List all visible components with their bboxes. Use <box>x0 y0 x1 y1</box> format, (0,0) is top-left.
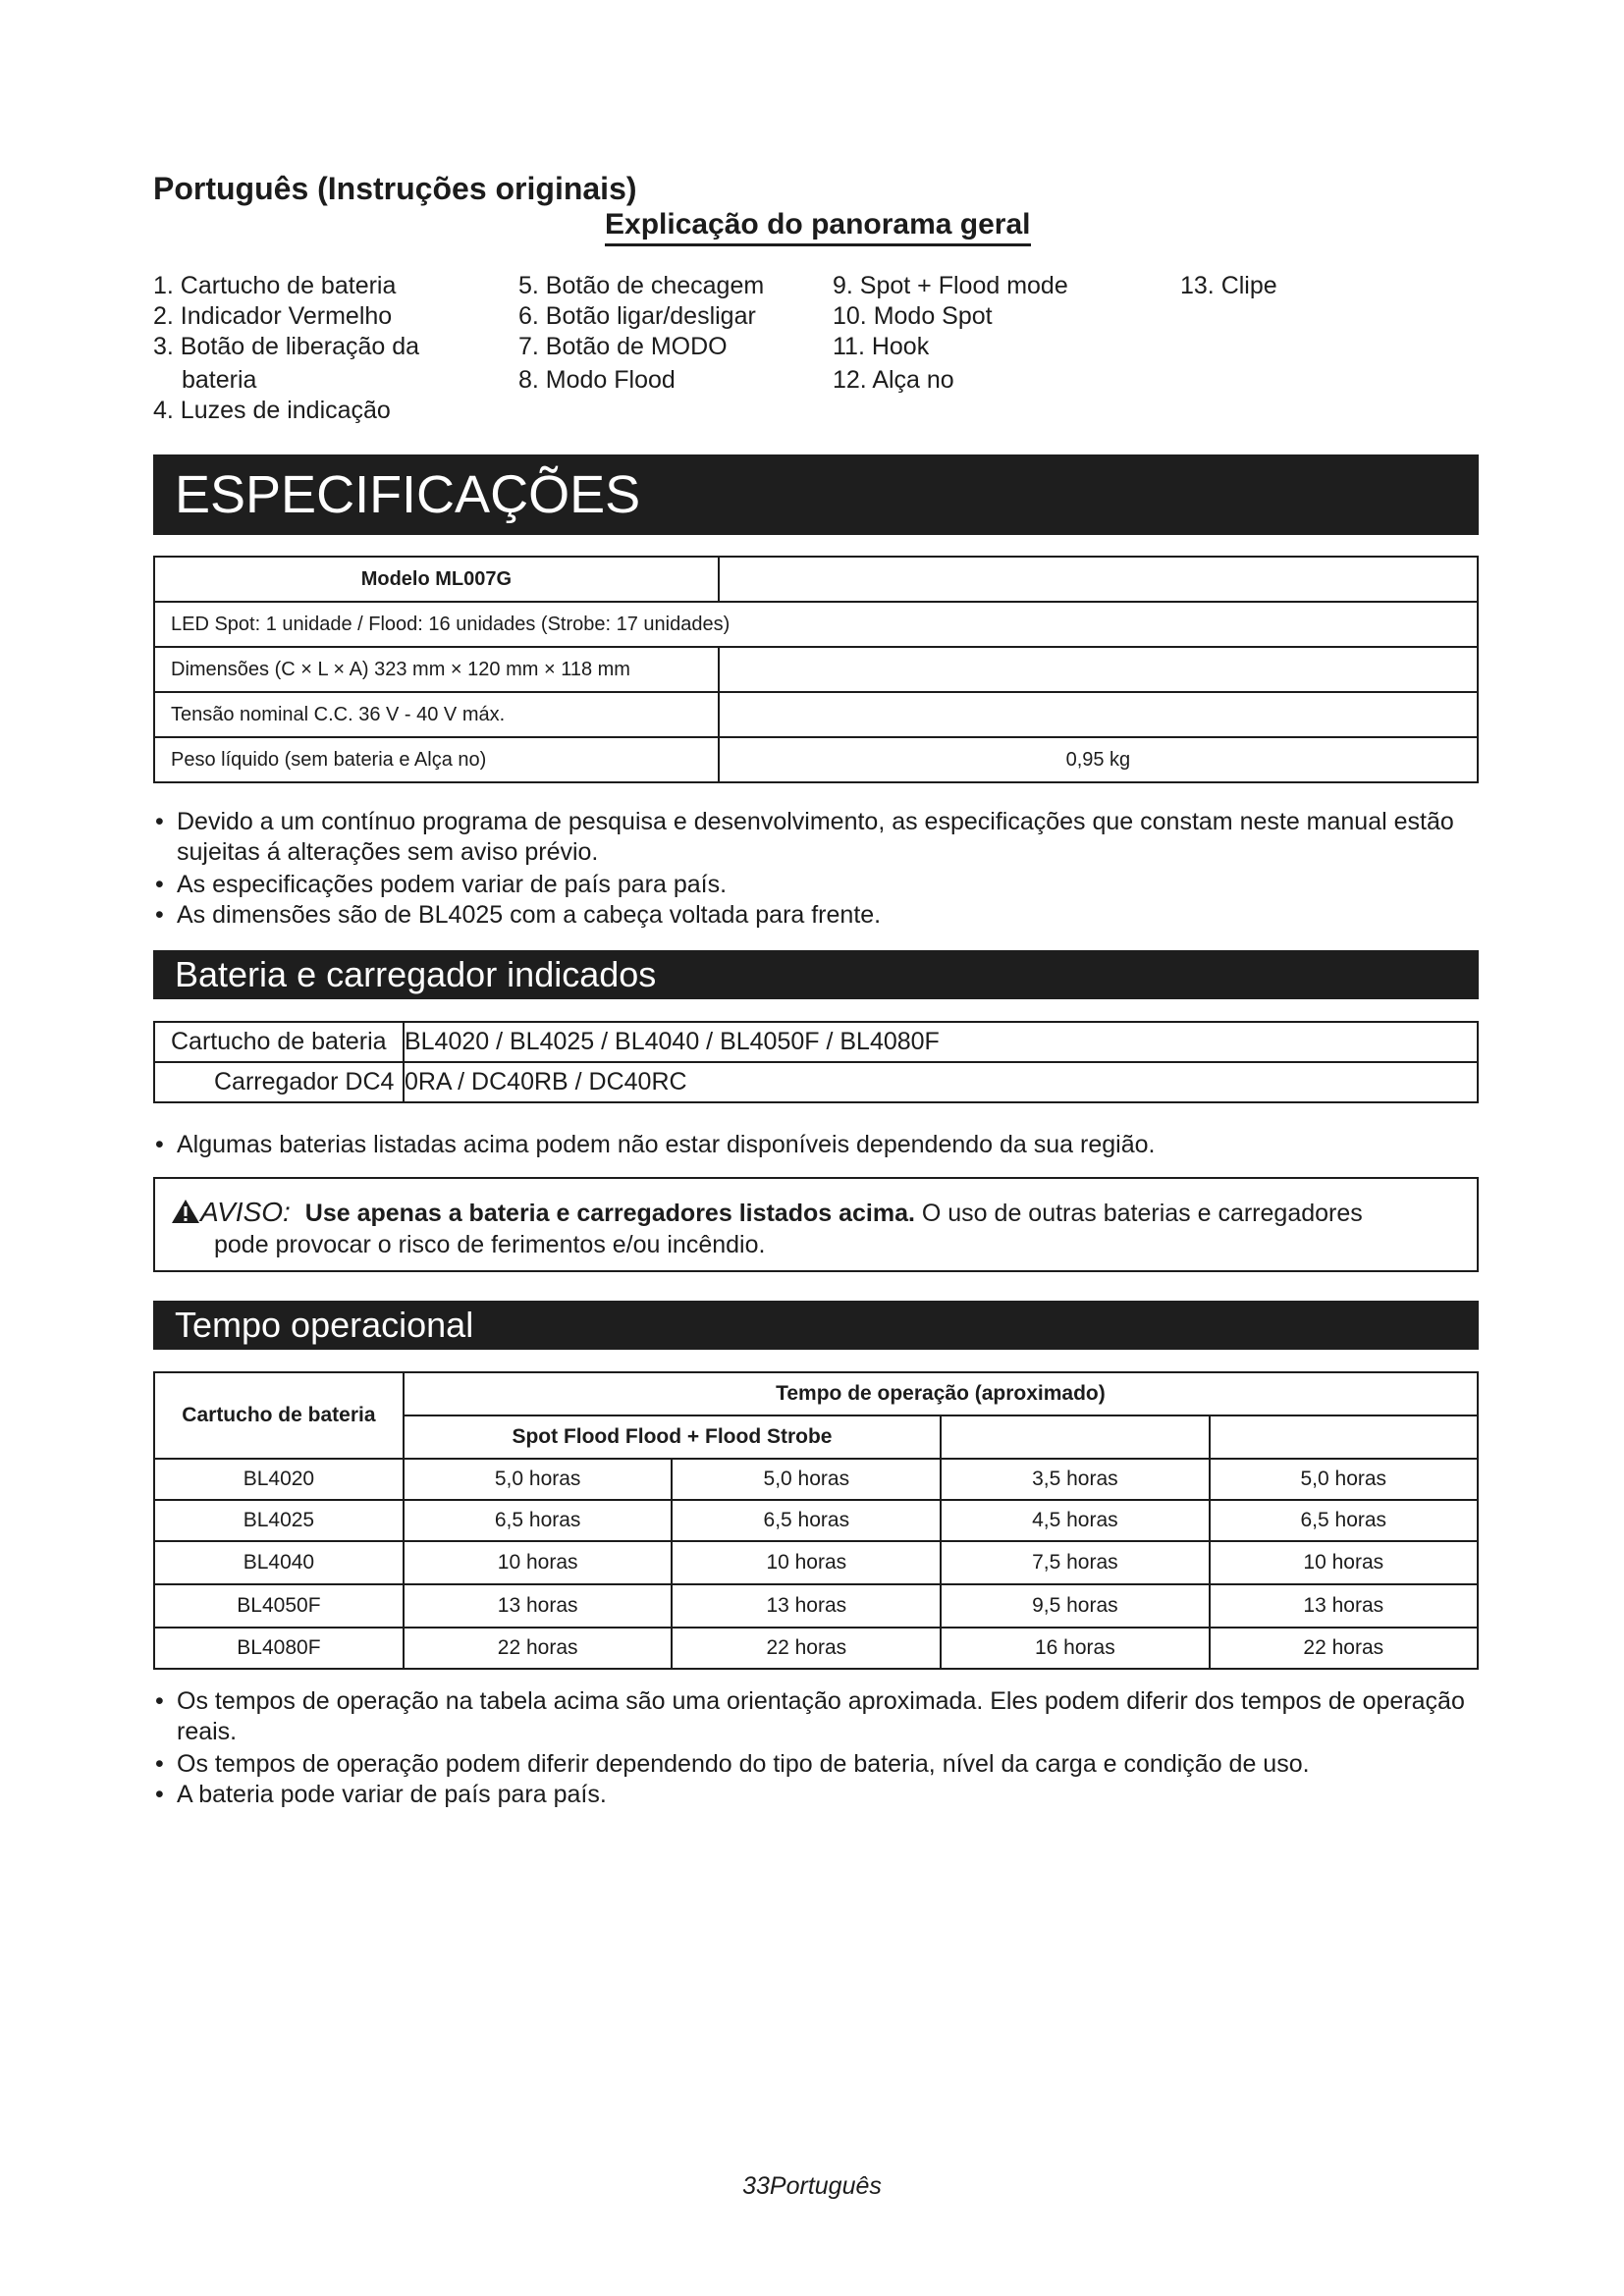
warning-box <box>153 1177 1479 1272</box>
specs-notes <box>153 807 1479 931</box>
overview-item: 5. Botão de checagem <box>518 272 765 299</box>
charger-label: Carregador DC4 <box>154 1062 404 1102</box>
col-header-battery: Cartucho de bateria <box>154 1372 404 1459</box>
list-item: • A bateria pode variar de país para país. <box>155 1781 607 1808</box>
list-item: • Algumas baterias listadas acima podem não estar disponíveis dependendo da sua região. <box>155 1131 1156 1158</box>
table-cell: 10 horas <box>404 1541 673 1584</box>
spec-weight-label: Peso líquido (sem bateria e Alça no) <box>154 737 719 782</box>
table-row <box>154 1584 1478 1628</box>
overview-item: 4. Luzes de indicação <box>153 397 391 424</box>
overview-item: 11. Hook <box>833 333 930 360</box>
table-cell: 6,5 horas <box>404 1500 673 1541</box>
overview-item: 1. Cartucho de bateria <box>153 272 397 299</box>
table-cell: 22 horas <box>1210 1628 1478 1669</box>
overview-column-3 <box>833 271 1068 396</box>
overview-title: Explicação do panorama geral <box>605 208 1031 246</box>
table-cell: 22 horas <box>672 1628 941 1669</box>
table-row <box>154 1500 1478 1541</box>
specs-table <box>153 556 1479 783</box>
overview-item: 8. Modo Flood <box>518 366 676 394</box>
overview-column-2 <box>518 271 764 396</box>
model-header: Modelo ML007G <box>154 557 719 602</box>
table-cell <box>719 692 1478 737</box>
table-cell: 5,0 horas <box>672 1459 941 1500</box>
table-cell: BL4040 <box>154 1541 404 1584</box>
table-cell: 13 horas <box>672 1584 941 1628</box>
table-cell: 13 horas <box>1210 1584 1478 1628</box>
overview-item: 6. Botão ligar/desligar <box>518 302 756 330</box>
specs-heading: ESPECIFICAÇÕES <box>153 454 1479 535</box>
warning-text: O uso de outras baterias e carregadores <box>921 1200 1363 1227</box>
overview-item: 13. Clipe <box>1180 272 1277 299</box>
spec-led: LED Spot: 1 unidade / Flood: 16 unidades (Strobe: 17 unidades) <box>154 602 1478 647</box>
table-row <box>154 737 1478 782</box>
table-cell: 16 horas <box>941 1628 1209 1669</box>
table-cell: BL4050F <box>154 1584 404 1628</box>
overview-column-4 <box>1180 271 1277 301</box>
warning-text-2: pode provocar o risco de ferimentos e/ou incêndio. <box>214 1231 766 1258</box>
operation-notes <box>153 1686 1479 1810</box>
table-cell <box>941 1415 1209 1459</box>
warning-emphasis: Use apenas a bateria e carregadores listados acima. <box>304 1200 915 1227</box>
battery-heading: Bateria e carregador indicados <box>153 950 1479 999</box>
table-cell: 3,5 horas <box>941 1459 1209 1500</box>
table-cell: 10 horas <box>1210 1541 1478 1584</box>
battery-cartridge-label: Cartucho de bateria <box>154 1022 404 1062</box>
table-cell: BL4080F <box>154 1628 404 1669</box>
list-item: • As dimensões são de BL4025 com a cabeça voltada para frente. <box>155 901 882 929</box>
table-cell <box>1210 1415 1478 1459</box>
table-cell <box>719 557 1478 602</box>
spec-voltage: Tensão nominal C.C. 36 V - 40 V máx. <box>154 692 719 737</box>
table-cell: 9,5 horas <box>941 1584 1209 1628</box>
battery-cartridge-models: BL4020 / BL4025 / BL4040 / BL4050F / BL4080F <box>404 1022 1478 1062</box>
overview-item: 9. Spot + Flood mode <box>833 272 1068 299</box>
list-item: • Os tempos de operação podem diferir dependendo do tipo de bateria, nível da carga e condição de uso. <box>155 1750 1310 1778</box>
page-number: 33Português <box>742 2172 882 2200</box>
table-cell: BL4025 <box>154 1500 404 1541</box>
list-item: • Devido a um contínuo programa de pesquisa e desenvolvimento, as especificações que constam neste manual estão sujeitas á alterações sem aviso prévio. <box>155 808 1454 866</box>
overview-item: 3. Botão de liberação da <box>153 333 420 360</box>
battery-table <box>153 1021 1479 1103</box>
language-title: Português (Instruções originais) <box>153 171 637 206</box>
table-row <box>154 602 1478 647</box>
table-cell: 4,5 horas <box>941 1500 1209 1541</box>
table-row <box>154 1372 1478 1415</box>
overview-item: 2. Indicador Vermelho <box>153 302 393 330</box>
spec-dimensions: Dimensões (C × L × A) 323 mm × 120 mm × 118 mm <box>154 647 719 692</box>
table-row <box>154 647 1478 692</box>
table-row <box>154 1628 1478 1669</box>
overview-item: 7. Botão de MODO <box>518 333 728 360</box>
table-row <box>154 1541 1478 1584</box>
list-item: • As especificações podem variar de país para país. <box>155 871 728 898</box>
table-cell <box>719 647 1478 692</box>
col-header-time: Tempo de operação (aproximado) <box>404 1372 1478 1415</box>
overview-item: bateria <box>182 366 257 394</box>
table-cell: 7,5 horas <box>941 1541 1209 1584</box>
overview-item: 12. Alça no <box>833 366 954 394</box>
warning-icon <box>171 1199 200 1224</box>
table-cell: 22 horas <box>404 1628 673 1669</box>
table-cell: 6,5 horas <box>672 1500 941 1541</box>
spec-weight-value: 0,95 kg <box>719 737 1478 782</box>
list-item: • Os tempos de operação na tabela acima são uma orientação aproximada. Eles podem diferir dos tempos de operação reais. <box>155 1687 1465 1745</box>
overview-item: 10. Modo Spot <box>833 302 993 330</box>
table-cell: 13 horas <box>404 1584 673 1628</box>
col-header-modes: Spot Flood Flood + Flood Strobe <box>404 1415 941 1459</box>
warning-label: AVISO: <box>200 1197 291 1227</box>
table-cell: BL4020 <box>154 1459 404 1500</box>
operation-table <box>153 1371 1479 1670</box>
table-row <box>154 557 1478 602</box>
table-cell: 5,0 horas <box>404 1459 673 1500</box>
battery-notes <box>153 1130 1479 1160</box>
table-cell: 10 horas <box>672 1541 941 1584</box>
table-row <box>154 1022 1478 1062</box>
table-row <box>154 1459 1478 1500</box>
table-cell: 6,5 horas <box>1210 1500 1478 1541</box>
overview-column-1 <box>153 271 419 426</box>
table-row <box>154 692 1478 737</box>
table-cell: 5,0 horas <box>1210 1459 1478 1500</box>
table-row <box>154 1062 1478 1102</box>
charger-models: 0RA / DC40RB / DC40RC <box>404 1062 1478 1102</box>
operation-heading: Tempo operacional <box>153 1301 1479 1350</box>
